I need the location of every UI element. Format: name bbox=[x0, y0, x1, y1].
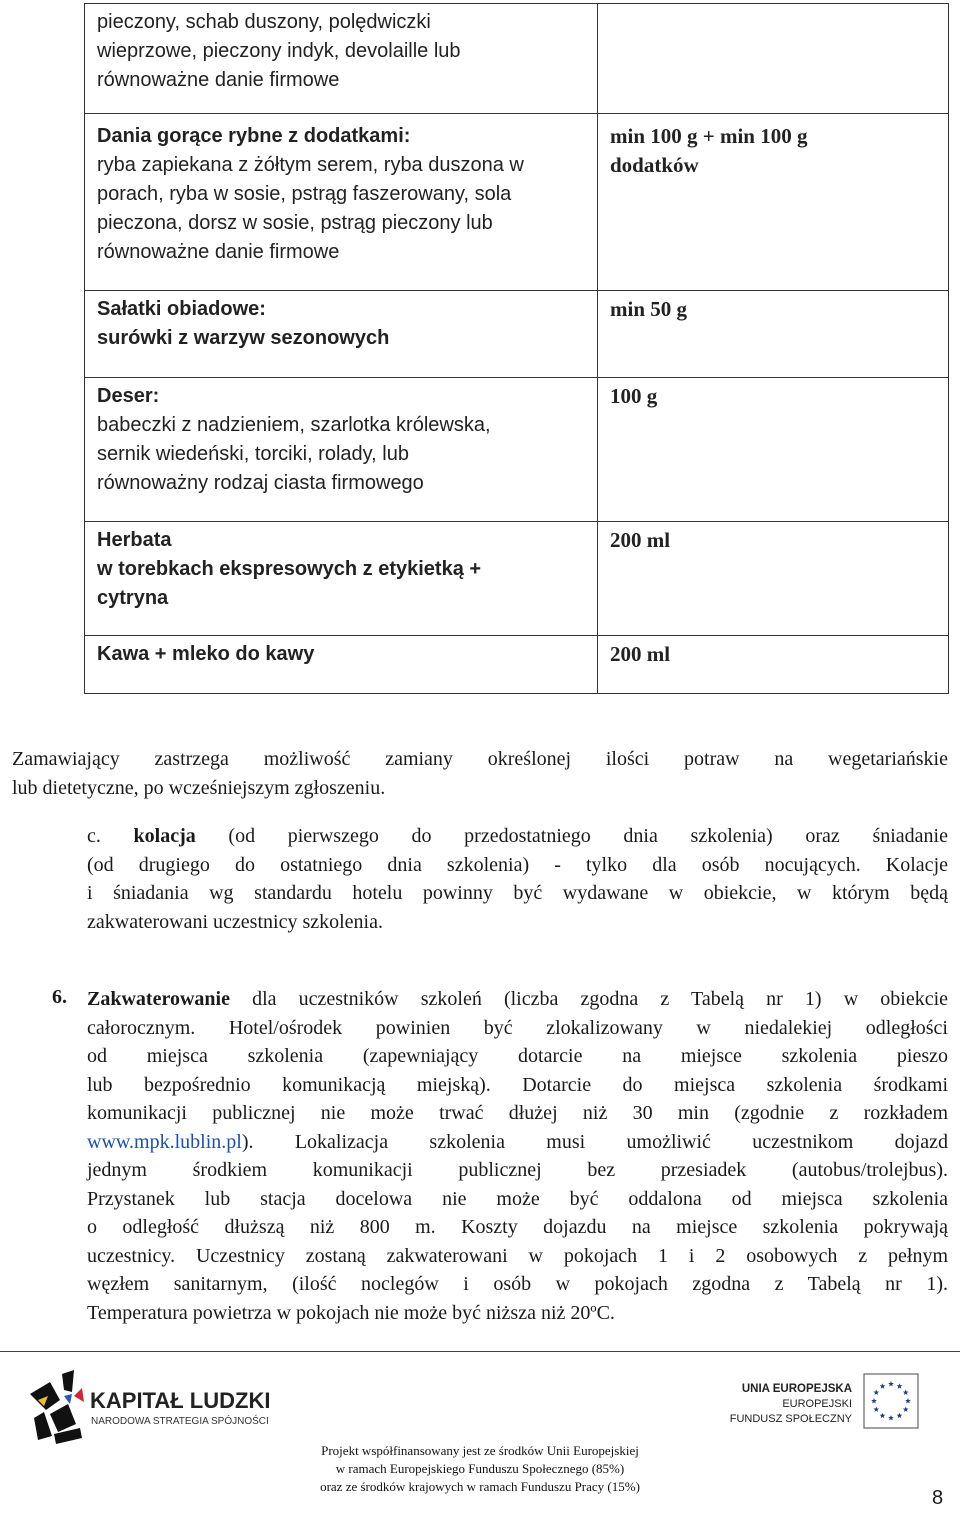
eu-star-icon bbox=[905, 1398, 911, 1403]
eu-star-icon bbox=[880, 1413, 886, 1418]
mpk-link[interactable]: www.mpk.lublin.pl bbox=[87, 1130, 242, 1153]
quantity-cell: 200 ml bbox=[598, 522, 949, 636]
quantity-cell: 100 g bbox=[598, 378, 949, 522]
table-row bbox=[85, 522, 949, 636]
dish-cell: pieczony, schab duszony, polędwiczki wieprzowe, pieczony indyk, devolaille lub równoważne danie firmowe bbox=[85, 4, 598, 114]
footer-funding-text: Projekt współfinansowany jest ze środków Unii Europejskiej w ramach Europejskiego Funduszu Społecznego (85%) oraz ze środków krajowych w ramach Funduszu Pracy (15%) bbox=[320, 1443, 640, 1494]
quantity-cell: min 100 g + min 100 g dodatków bbox=[598, 114, 949, 291]
logo-left-subtitle: NARODOWA STRATEGIA SPÓJNOŚCI bbox=[91, 1416, 269, 1427]
table-row bbox=[85, 4, 949, 114]
eu-efs-logo bbox=[730, 1372, 920, 1434]
logo-right-line3: FUNDUSZ SPOŁECZNY bbox=[730, 1413, 852, 1425]
eu-star-icon bbox=[888, 1415, 894, 1420]
logo-right-line1: UNIA EUROPEJSKA bbox=[741, 1383, 852, 1395]
eu-star-icon bbox=[897, 1383, 903, 1388]
section-6-paragraph: Zakwaterowanie dla uczestników szkoleń (liczba zgodna z Tabelą nr 1) w obiekcie całorocznym. Hotel/ośrodek powinien być zlokalizowany w niedalekiej odległości od miejsca szkolenia (zapewniający dotarcie na miejsce szkolenia pieszo lub bezpośrednio komunikacją miejską). Dotarcie do miejsca szkolenia środkami komunikacji publicznej nie może trwać dłużej niż 30 min (zgodnie z rozkładem www.mpk.lublin.pl). Lokalizacja szkolenia musi umożliwić uczestnikom dojazd jednym środkiem komunikacji publicznej bez przesiadek (autobus/trolejbus). Przystanek lub stacja docelowa nie może być oddalona od miejsca szkolenia o odległość dłuższą niż 800 m. Koszty dojazdu na miejsce szkolenia pokrywają uczestnicy. Uczestnicy zostaną zakwaterowani w pokojach 1 i 2 osobowych z pełnym węzłem sanitarnym, (ilość noclegów i osób w pokojach zgodna z Tabelą nr 1). Temperatura powietrza w pokojach nie może być niższa niż 20ºC. bbox=[87, 988, 948, 1324]
dish-category-label: Deser: bbox=[97, 385, 160, 407]
dish-cell: Herbata w torebkach ekspresowych z etykietką + cytryna bbox=[85, 522, 598, 636]
menu-table bbox=[84, 3, 949, 694]
dish-cell bbox=[85, 636, 598, 694]
eu-flag-icon bbox=[864, 1374, 918, 1428]
page-number: 8 bbox=[932, 1487, 944, 1509]
kapital-ludzki-logo bbox=[24, 1366, 284, 1446]
note-paragraph: Zamawiający zastrzega możliwość zamiany określonej ilości potraw na wegetariańskie lub dietetyczne, po wcześniejszym zgłoszeniu. bbox=[12, 748, 948, 799]
table-row bbox=[85, 114, 949, 291]
table-row bbox=[85, 636, 949, 694]
dish-cell: Sałatki obiadowe: surówki z warzyw sezonowych bbox=[85, 291, 598, 378]
dish-category-label: Herbata bbox=[97, 529, 172, 551]
dish-cell: Deser: babeczki z nadzieniem, szarlotka królewska, sernik wiedeński, torciki, rolady, lub równoważny rodzaj ciasta firmowego bbox=[85, 378, 598, 522]
eu-star-icon bbox=[903, 1407, 909, 1412]
table-row bbox=[85, 378, 949, 522]
eu-star-icon bbox=[903, 1390, 909, 1395]
section-number: 6. bbox=[52, 986, 67, 1008]
kapital-ludzki-emblem-icon bbox=[30, 1370, 84, 1444]
table-row bbox=[85, 291, 949, 378]
logo-left-title: KAPITAŁ LUDZKI bbox=[90, 1388, 271, 1413]
eu-star-icon bbox=[873, 1407, 879, 1412]
quantity-cell: 200 ml bbox=[598, 636, 949, 694]
eu-star-icon bbox=[873, 1390, 879, 1395]
logo-right-line2: EUROPEJSKI bbox=[782, 1398, 852, 1410]
quantity-cell bbox=[598, 4, 949, 114]
section-c-paragraph: c. kolacja (od pierwszego do przedostatniego dnia szkolenia) oraz śniadanie (od drugiego do ostatniego dnia szkolenia) - tylko dla osób nocujących. Kolacje i śniadania wg standardu hotelu powinny być wydawane w obiekcie, w którym będą zakwaterowani uczestnicy szkolenia. bbox=[87, 825, 948, 933]
dish-category-label: Sałatki obiadowe: bbox=[97, 298, 266, 320]
eu-star-icon bbox=[880, 1383, 886, 1388]
dish-category-label: Dania gorące rybne z dodatkami: bbox=[97, 125, 411, 147]
footer-divider bbox=[0, 1351, 960, 1352]
quantity-cell: min 50 g bbox=[598, 291, 949, 378]
dish-cell: Dania gorące rybne z dodatkami: ryba zapiekana z żółtym serem, ryba duszona w porach, ryba w sosie, pstrąg faszerowany, sola pieczona, dorsz w sosie, pstrąg pieczony lub równoważne danie firmowe bbox=[85, 114, 598, 291]
eu-star-icon bbox=[897, 1413, 903, 1418]
dish-category-label: Kawa + mleko do kawy bbox=[97, 643, 315, 665]
eu-star-icon bbox=[871, 1398, 877, 1403]
eu-star-icon bbox=[888, 1381, 894, 1386]
